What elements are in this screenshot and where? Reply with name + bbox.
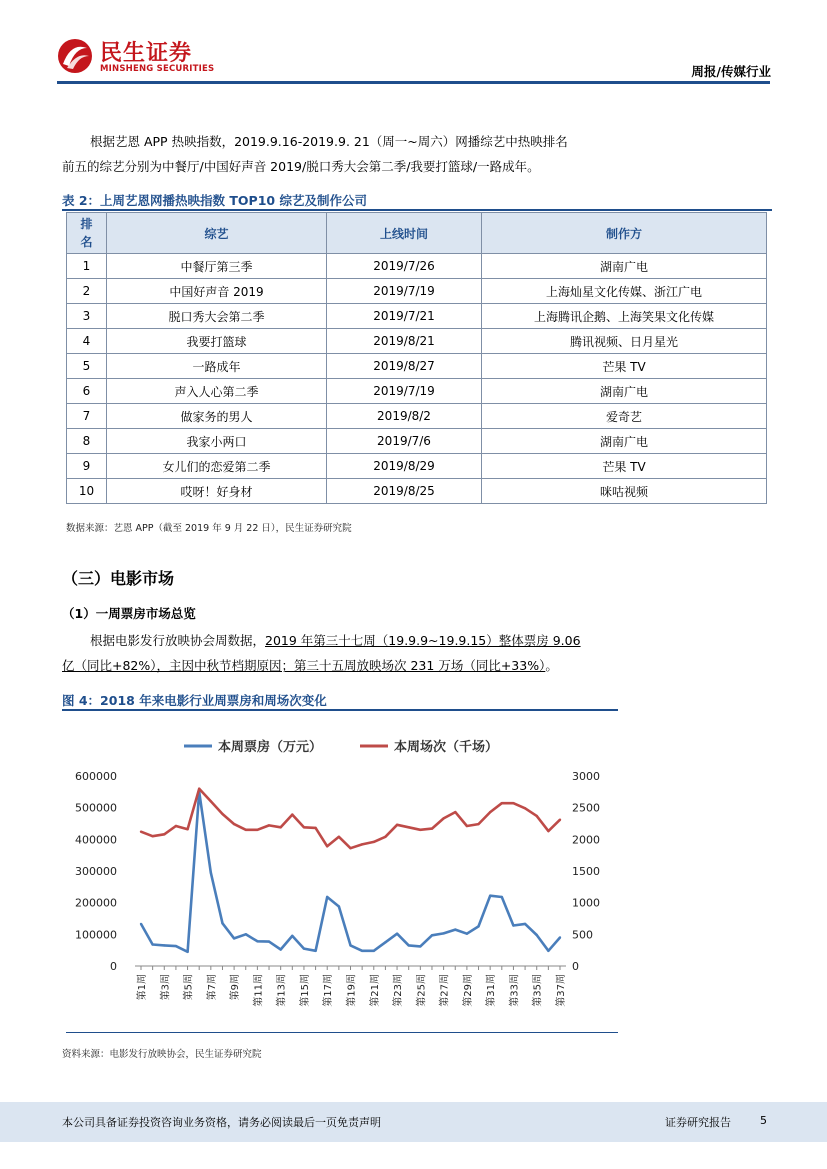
data-point-screenings xyxy=(477,823,479,825)
data-point-box-office xyxy=(524,923,526,925)
footer-disclaimer: 本公司具备证券投资咨询业务资格，请务必阅读最后一页免责声明 xyxy=(62,1116,381,1129)
x-axis-tick-label: 第27周 xyxy=(439,974,451,1007)
cell-producer: 爱奇艺 xyxy=(482,404,767,429)
left-axis-tick-label: 300000 xyxy=(75,865,117,878)
table-row xyxy=(67,479,767,504)
table-row xyxy=(67,404,767,429)
data-point-box-office xyxy=(163,944,165,946)
x-axis-tick-label: 第1周 xyxy=(137,974,148,1001)
data-point-box-office xyxy=(419,945,421,947)
cell-date: 2019/8/21 xyxy=(327,329,482,354)
cell-rank: 7 xyxy=(67,404,107,429)
x-axis-tick-label: 第37周 xyxy=(556,974,567,1007)
intro-line-1: 根据艺恩 APP 热映指数，2019.9.16-2019.9. 21（周一~周六）网播综艺中热映排名 xyxy=(90,134,568,149)
data-point-screenings xyxy=(536,815,538,817)
data-point-screenings xyxy=(501,802,503,804)
cell-producer: 上海腾讯企鹅、上海笑果文化传媒 xyxy=(482,304,767,329)
data-point-screenings xyxy=(291,813,293,815)
data-point-screenings xyxy=(210,800,212,802)
data-point-box-office xyxy=(221,922,223,924)
header-show: 综艺 xyxy=(107,213,327,254)
cell-show: 声入人心第二季 xyxy=(107,379,327,404)
data-point-screenings xyxy=(524,807,526,809)
data-point-box-office xyxy=(501,896,503,898)
data-point-screenings xyxy=(326,845,328,847)
data-point-screenings xyxy=(361,843,363,845)
data-point-screenings xyxy=(489,811,491,813)
data-point-box-office xyxy=(396,933,398,935)
movie-para-line-2-end: 。 xyxy=(545,658,558,673)
cell-show: 哎呀！好身材 xyxy=(107,479,327,504)
cell-date: 2019/8/27 xyxy=(327,354,482,379)
movie-para-line-1-plain: 根据电影发行放映协会周数据， xyxy=(90,633,266,648)
movie-para-line-1-underlined: 2019 年第三十七周（19.9.9~19.9.15）整体票房 9.06 xyxy=(265,633,581,648)
cell-show: 一路成年 xyxy=(107,354,327,379)
cell-date: 2019/7/19 xyxy=(327,279,482,304)
box-office-chart xyxy=(66,728,618,1028)
left-axis-tick-label: 400000 xyxy=(75,833,117,847)
cell-producer: 湖南广电 xyxy=(482,429,767,454)
cell-rank: 8 xyxy=(67,429,107,454)
data-point-box-office xyxy=(326,896,328,898)
cell-show: 脱口秀大会第二季 xyxy=(107,304,327,329)
cell-date: 2019/7/6 xyxy=(327,429,482,454)
x-axis-tick-label: 第23周 xyxy=(393,974,405,1007)
legend-label-box-office: 本周票房（万元） xyxy=(218,740,323,755)
table-row xyxy=(67,304,767,329)
page-number: 5 xyxy=(760,1114,767,1127)
cell-show: 我家小两口 xyxy=(107,429,327,454)
data-point-box-office xyxy=(489,895,491,897)
data-point-screenings xyxy=(559,819,561,821)
table-caption: 表 2：上周艺恩网播热映指数 TOP10 综艺及制作公司 xyxy=(62,193,367,208)
cell-producer: 芒果 TV xyxy=(482,454,767,479)
data-point-screenings xyxy=(140,831,142,833)
data-point-box-office xyxy=(314,950,316,952)
data-point-screenings xyxy=(245,829,247,831)
left-axis-tick-label: 200000 xyxy=(75,896,117,910)
header-date: 上线时间 xyxy=(327,213,482,254)
cell-date: 2019/8/25 xyxy=(327,479,482,504)
cell-show: 中国好声音 2019 xyxy=(107,279,327,304)
x-axis-tick-label: 第17周 xyxy=(323,974,335,1007)
data-point-screenings xyxy=(163,833,165,835)
cell-rank: 3 xyxy=(67,304,107,329)
right-axis-tick-label: 0 xyxy=(572,960,579,973)
data-point-box-office xyxy=(210,871,212,873)
data-point-box-office xyxy=(442,932,444,934)
header-rank-bottom: 名 xyxy=(80,235,93,249)
x-axis-tick-label: 第29周 xyxy=(462,974,474,1007)
left-axis-tick-label: 100000 xyxy=(75,928,117,942)
x-axis-tick-label: 第21周 xyxy=(369,974,381,1007)
movie-para-line-1 xyxy=(90,629,581,653)
data-point-box-office xyxy=(384,941,386,943)
data-point-box-office xyxy=(268,940,270,942)
data-point-screenings xyxy=(268,824,270,826)
data-point-screenings xyxy=(373,841,375,843)
data-point-box-office xyxy=(361,950,363,952)
report-type: 周报/传媒行业 xyxy=(691,64,771,79)
right-axis-tick-label: 3000 xyxy=(572,770,600,783)
data-point-screenings xyxy=(408,826,410,828)
cell-show: 女儿们的恋爱第二季 xyxy=(107,454,327,479)
data-point-screenings xyxy=(198,788,200,790)
cell-rank: 4 xyxy=(67,329,107,354)
data-point-screenings xyxy=(175,825,177,827)
right-axis-tick-label: 2000 xyxy=(572,833,600,847)
cell-show: 我要打篮球 xyxy=(107,329,327,354)
data-point-box-office xyxy=(303,947,305,949)
table-row xyxy=(67,329,767,354)
right-axis-tick-label: 1500 xyxy=(572,865,600,878)
cell-rank: 10 xyxy=(67,479,107,504)
cell-date: 2019/7/21 xyxy=(327,304,482,329)
table-row xyxy=(67,279,767,304)
company-logo-icon xyxy=(57,38,93,74)
x-axis-tick-label: 第25周 xyxy=(416,974,428,1007)
cell-producer: 上海灿星文化传媒、浙江广电 xyxy=(482,279,767,304)
cell-rank: 5 xyxy=(67,354,107,379)
left-axis-tick-label: 500000 xyxy=(75,801,117,815)
cell-date: 2019/8/29 xyxy=(327,454,482,479)
header-rank-top: 排 xyxy=(80,217,93,231)
subsection-title: （1）一周票房市场总览 xyxy=(62,606,196,621)
data-point-box-office xyxy=(256,940,258,942)
data-point-box-office xyxy=(477,925,479,927)
cell-producer: 腾讯视频、日月星光 xyxy=(482,329,767,354)
header-divider xyxy=(57,81,770,84)
legend-label-screenings: 本周场次（千场） xyxy=(394,740,499,755)
data-point-screenings xyxy=(547,830,549,832)
data-point-screenings xyxy=(314,827,316,829)
table-row xyxy=(67,354,767,379)
cell-producer: 湖南广电 xyxy=(482,379,767,404)
data-point-box-office xyxy=(186,951,188,953)
x-axis-tick-label: 第31周 xyxy=(486,974,498,1007)
left-axis-tick-label: 600000 xyxy=(75,770,117,783)
data-point-box-office xyxy=(151,943,153,945)
chart-caption: 图 4：2018 年来电影行业周票房和周场次变化 xyxy=(62,693,327,708)
right-axis-tick-label: 1000 xyxy=(572,896,600,910)
data-point-box-office xyxy=(233,937,235,939)
data-point-screenings xyxy=(233,823,235,825)
x-axis-tick-label: 第19周 xyxy=(346,974,358,1007)
series-line-box-office xyxy=(141,792,560,952)
cell-date: 2019/8/2 xyxy=(327,404,482,429)
cell-producer: 湖南广电 xyxy=(482,254,767,279)
table-row xyxy=(67,454,767,479)
data-point-box-office xyxy=(512,924,514,926)
header-rank xyxy=(67,213,107,254)
table-row xyxy=(67,429,767,454)
logo-text: 民生证券 xyxy=(100,41,193,66)
intro-line-2: 前五的综艺分别为中餐厅/中国好声音 2019/脱口秀大会第二季/我要打篮球/一路成年。 xyxy=(62,159,540,174)
data-point-screenings xyxy=(256,829,258,831)
data-point-screenings xyxy=(186,828,188,830)
chart-caption-rule xyxy=(62,709,618,711)
chart-source: 资料来源：电影发行放映协会，民生证券研究院 xyxy=(62,1049,262,1060)
data-point-screenings xyxy=(303,826,305,828)
cell-rank: 1 xyxy=(67,254,107,279)
data-point-box-office xyxy=(280,948,282,950)
data-point-box-office xyxy=(454,928,456,930)
data-point-screenings xyxy=(419,829,421,831)
data-point-screenings xyxy=(349,847,351,849)
table-header-row xyxy=(67,213,767,254)
data-point-box-office xyxy=(338,905,340,907)
data-point-box-office xyxy=(349,944,351,946)
x-axis-tick-label: 第15周 xyxy=(299,974,311,1007)
table-row xyxy=(67,379,767,404)
x-axis-tick-label: 第7周 xyxy=(206,974,218,1001)
data-point-screenings xyxy=(512,802,514,804)
variety-ranking-table xyxy=(66,212,767,504)
data-point-box-office xyxy=(291,935,293,937)
right-axis-tick-label: 2500 xyxy=(572,801,600,815)
x-axis-tick-label: 第33周 xyxy=(509,974,521,1007)
cell-rank: 6 xyxy=(67,379,107,404)
chart-bottom-rule xyxy=(66,1032,618,1033)
data-point-screenings xyxy=(280,826,282,828)
data-point-screenings xyxy=(151,835,153,837)
data-point-screenings xyxy=(466,825,468,827)
data-point-box-office xyxy=(431,934,433,936)
x-axis-tick-label: 第5周 xyxy=(183,974,195,1001)
data-point-screenings xyxy=(396,824,398,826)
chart-legend xyxy=(184,739,498,755)
x-axis-tick-label: 第13周 xyxy=(276,974,288,1007)
header-producer: 制作方 xyxy=(482,213,767,254)
cell-producer: 咪咕视频 xyxy=(482,479,767,504)
movie-para-line-2 xyxy=(62,654,558,678)
cell-show: 中餐厅第三季 xyxy=(107,254,327,279)
cell-date: 2019/7/19 xyxy=(327,379,482,404)
movie-para-line-2-underlined: 亿（同比+82%），主因中秋节档期原因；第三十五周放映场次 231 万场（同比+33%） xyxy=(62,658,546,673)
cell-rank: 9 xyxy=(67,454,107,479)
data-point-box-office xyxy=(140,923,142,925)
data-point-screenings xyxy=(221,813,223,815)
cell-producer: 芒果 TV xyxy=(482,354,767,379)
data-point-box-office xyxy=(559,936,561,938)
data-point-box-office xyxy=(547,950,549,952)
data-point-screenings xyxy=(454,811,456,813)
table-row xyxy=(67,254,767,279)
data-point-screenings xyxy=(338,836,340,838)
section-title: （三）电影市场 xyxy=(62,569,175,588)
left-axis-tick-label: 0 xyxy=(110,960,117,973)
data-point-box-office xyxy=(466,933,468,935)
data-point-screenings xyxy=(442,817,444,819)
data-point-box-office xyxy=(175,945,177,947)
right-axis-tick-label: 500 xyxy=(572,928,593,942)
table-source: 数据来源：艺恩 APP（截至 2019 年 9 月 22 日），民生证券研究院 xyxy=(66,523,352,534)
data-point-screenings xyxy=(431,827,433,829)
cell-rank: 2 xyxy=(67,279,107,304)
x-axis-tick-label: 第9周 xyxy=(230,974,242,1001)
table-caption-rule xyxy=(62,209,772,211)
data-point-box-office xyxy=(373,950,375,952)
data-point-box-office xyxy=(245,933,247,935)
data-point-box-office xyxy=(536,934,538,936)
cell-date: 2019/7/26 xyxy=(327,254,482,279)
logo-english-text: MINSHENG SECURITIES xyxy=(100,64,215,74)
data-point-screenings xyxy=(384,836,386,838)
data-point-box-office xyxy=(408,944,410,946)
x-axis-tick-label: 第11周 xyxy=(253,974,265,1007)
x-axis-tick-label: 第35周 xyxy=(532,974,544,1007)
cell-show: 做家务的男人 xyxy=(107,404,327,429)
x-axis-tick-label: 第3周 xyxy=(160,974,172,1001)
footer-report-label: 证券研究报告 xyxy=(665,1116,731,1129)
